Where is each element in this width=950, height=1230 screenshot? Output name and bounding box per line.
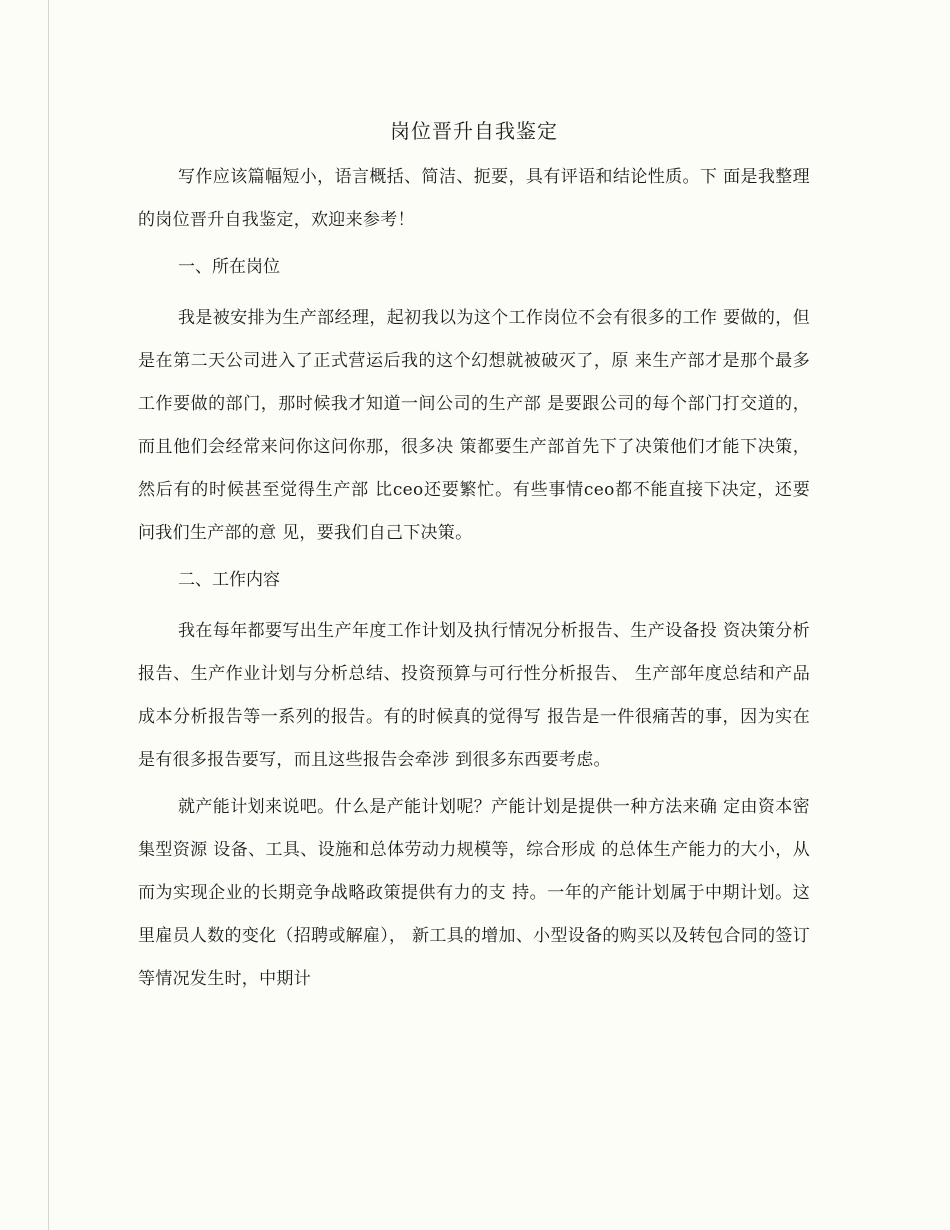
- work-content-paragraph-1: 我在每年都要写出生产年度工作计划及执行情况分析报告、生产设备投 资决策分析报告、生产作业计划与分析总结、投资预算与可行性分析报告、 生产部年度总结和产品成本分析报告等一系列的报告。有的时候真的觉得写 报告是一件很痛苦的事，因为实在是有很多报告要写，而且这些报告会牵涉 到很多东西要考虑。: [138, 621, 810, 770]
- section-heading-position: 一、所在岗位: [178, 257, 280, 277]
- page-edge-rule: [48, 0, 49, 1230]
- intro-paragraph: 写作应该篇幅短小，语言概括、简洁、扼要，具有评语和结论性质。下 面是我整理的岗位晋升自我鉴定，欢迎来参考！: [138, 167, 810, 230]
- position-paragraph: 我是被安排为生产部经理，起初我以为这个工作岗位不会有很多的工作 要做的，但是在第二天公司进入了正式营运后我的这个幻想就被破灭了，原 来生产部才是那个最多工作要做的部门，那时候我才知道一间公司的生产部 是要跟公司的每个部门打交道的，而且他们会经常来问你这问你那，很多决 策都要生产部首先下了决策他们才能下决策，然后有的时候甚至觉得生产部 比ceo还要繁忙。有些事情ceo都不能直接下决定，还要问我们生产部的意 见，要我们自己下决策。: [138, 308, 810, 543]
- document-title: 岗位晋升自我鉴定: [390, 119, 558, 143]
- document-page: [138, 112, 810, 1005]
- work-content-paragraph-2: 就产能计划来说吧。什么是产能计划呢？产能计划是提供一种方法来确 定由资本密集型资源 设备、工具、设施和总体劳动力规模等，综合形成 的总体生产能力的大小，从而为实现企业的长期竞争战略政策提供有力的支 持。一年的产能计划属于中期计划。这里雇员人数的变化（招聘或解雇）， 新工具的增加、小型设备的购买以及转包合同的签订等情况发生时，中期计: [138, 797, 810, 989]
- section-heading-work-content: 二、工作内容: [178, 570, 280, 590]
